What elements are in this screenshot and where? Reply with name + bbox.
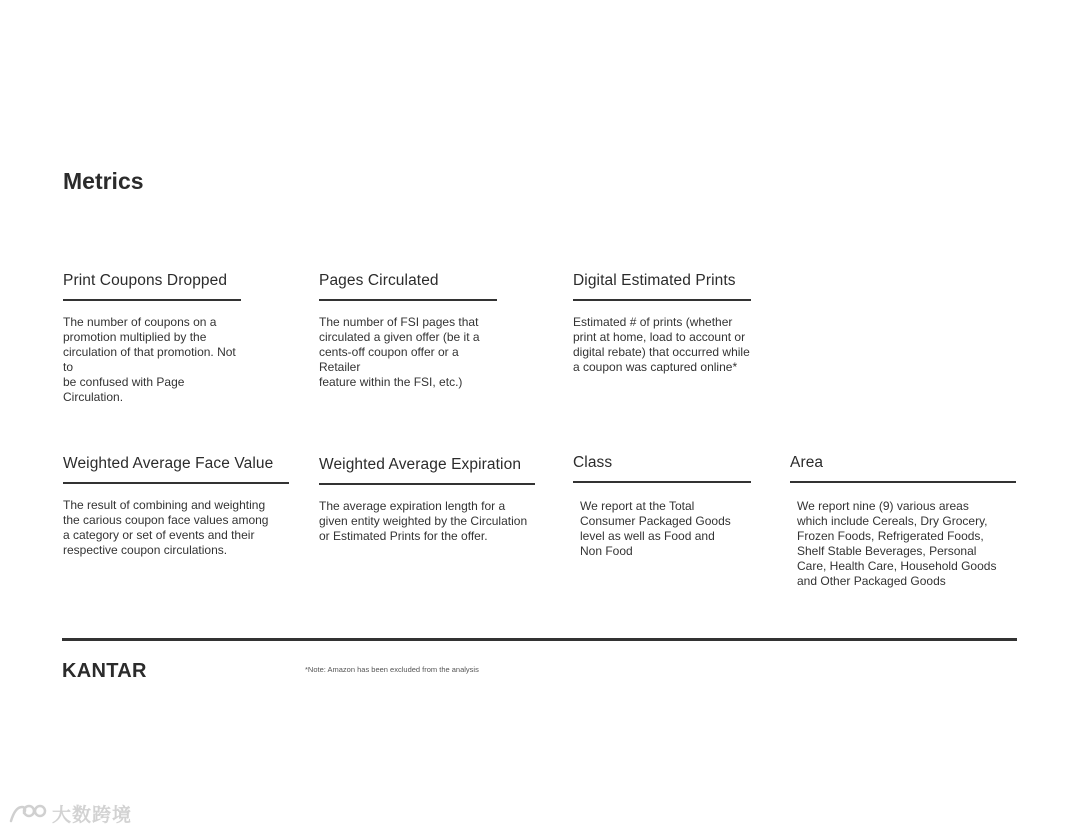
metric-heading: Weighted Average Expiration — [319, 456, 535, 485]
metric-heading: Pages Circulated — [319, 272, 497, 301]
metric-class — [573, 454, 751, 559]
metric-pages-circulated — [319, 272, 497, 390]
watermark — [8, 800, 132, 827]
metric-heading: Weighted Average Face Value — [63, 455, 289, 484]
metric-heading: Class — [573, 454, 751, 483]
metric-description: We report at the Total Consumer Packaged Goods level as well as Food and Non Food — [580, 499, 731, 558]
metric-description: The result of combining and weighting the carious coupon face values among a category or set of events and their respective coupon circulations. — [63, 498, 269, 557]
metric-digital-estimated-prints — [573, 272, 751, 375]
metric-weighted-average-expiration — [319, 456, 535, 544]
watermark-logo-icon — [8, 801, 48, 827]
footer-divider — [62, 638, 1017, 641]
metric-heading: Print Coupons Dropped — [63, 272, 241, 301]
metric-description: The number of FSI pages that circulated a given offer (be it a cents-off coupon offer or a Retailer feature within the FSI, etc.) — [319, 315, 480, 389]
metric-print-coupons-dropped — [63, 272, 241, 405]
metric-description: The number of coupons on a promotion multiplied by the circulation of that promotion. Not to be confused with Page Circulation. — [63, 315, 236, 404]
watermark-text: 大数跨境 — [52, 805, 133, 826]
metric-area — [790, 454, 1016, 589]
metric-heading: Digital Estimated Prints — [573, 272, 751, 301]
metric-description: We report nine (9) various areas which include Cereals, Dry Grocery, Frozen Foods, Refrigerated Foods, Shelf Stable Beverages, Personal Care, Health Care, Household Goods and Other Packaged Goods — [797, 499, 997, 588]
footnote: *Note: Amazon has been excluded from the analysis — [305, 665, 479, 674]
metric-description: The average expiration length for a given entity weighted by the Circulation or Estimated Prints for the offer. — [319, 499, 528, 543]
metric-heading: Area — [790, 454, 1016, 483]
metric-weighted-average-face-value — [63, 455, 289, 558]
page-title: Metrics — [63, 168, 144, 194]
kantar-logo: KANTAR — [62, 660, 147, 682]
metric-description: Estimated # of prints (whether print at home, load to account or digital rebate) that occurred while a coupon was captured online* — [573, 315, 750, 374]
